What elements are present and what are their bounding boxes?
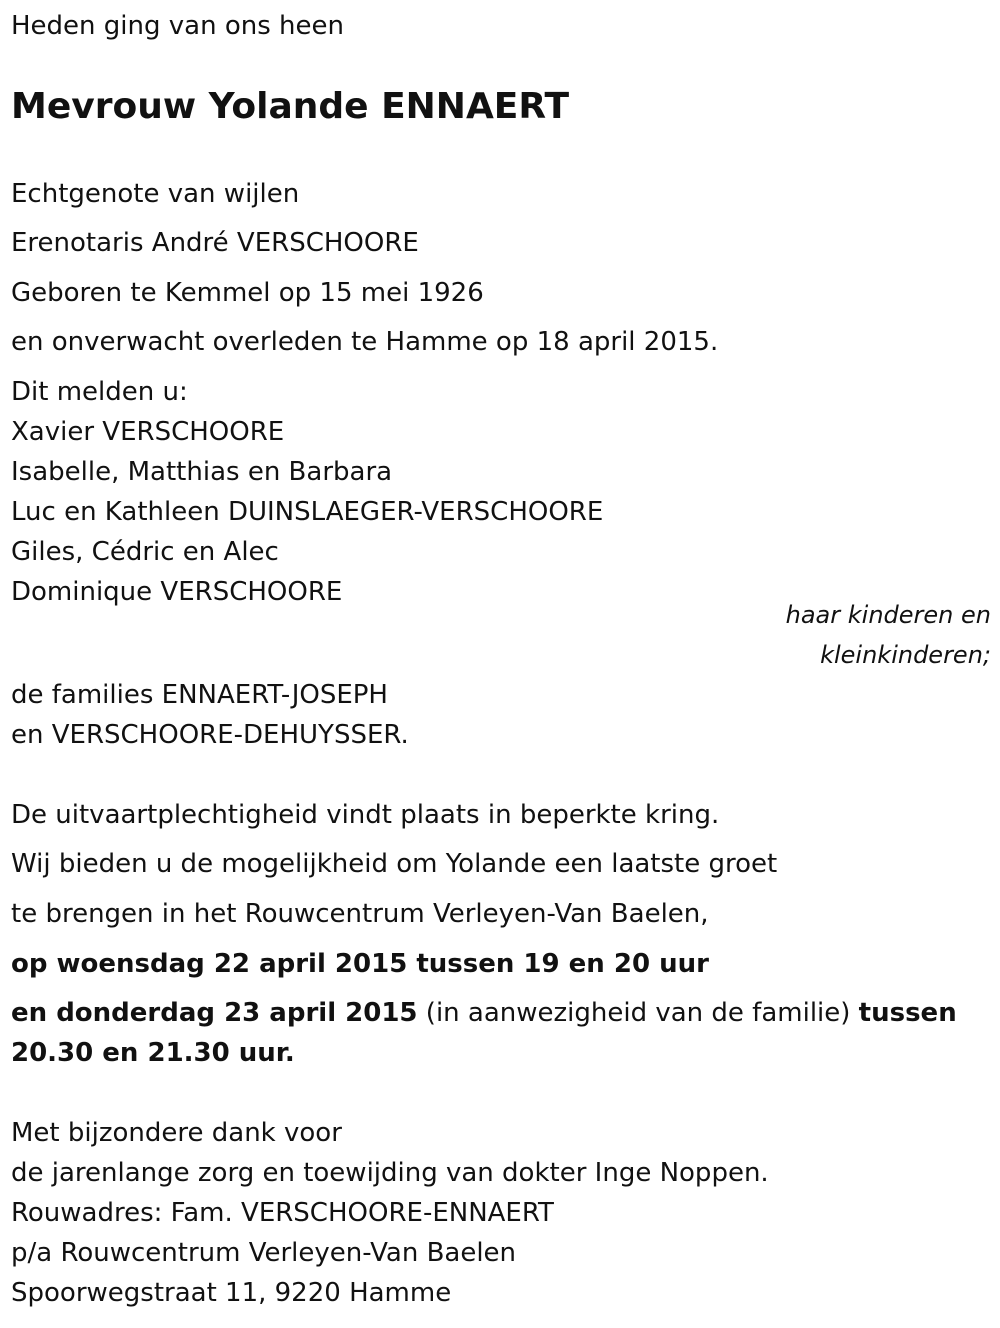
relative-line: Giles, Cédric en Alec xyxy=(11,537,279,567)
announce-intro: Dit melden u: xyxy=(11,377,188,407)
families-line-2: en VERSCHOORE-DEHUYSSER. xyxy=(11,720,409,750)
families-line-1: de families ENNAERT-JOSEPH xyxy=(11,680,388,710)
visit-date-2: en donderdag 23 april 2015 xyxy=(11,998,418,1028)
relative-line: Luc en Kathleen DUINSLAEGER-VERSCHOORE xyxy=(11,497,604,527)
visit-line-1: op woensdag 22 april 2015 tussen 19 en 20 uur xyxy=(11,949,709,979)
intro-line: Heden ging van ons heen xyxy=(11,11,344,41)
visit-line-2 xyxy=(11,993,957,1033)
funeral-line-2: Wij bieden u de mogelijkheid om Yolande een laatste groet xyxy=(11,849,778,879)
thanks-line-1: Met bijzondere dank voor xyxy=(11,1118,342,1148)
thanks-line-2: de jarenlange zorg en toewijding van dokter Inge Noppen. xyxy=(11,1158,769,1188)
death-line: en onverwacht overleden te Hamme op 18 april 2015. xyxy=(11,327,719,357)
relatives-note-line-2: kleinkinderen; xyxy=(820,641,991,669)
address-line-3: Spoorwegstraat 11, 9220 Hamme xyxy=(11,1278,452,1308)
spouse-line-2: Erenotaris André VERSCHOORE xyxy=(11,228,419,258)
address-line-1: Rouwadres: Fam. VERSCHOORE-ENNAERT xyxy=(11,1198,554,1228)
relative-line: Dominique VERSCHOORE xyxy=(11,577,343,607)
spouse-line-1: Echtgenote van wijlen xyxy=(11,179,300,209)
visit-family-note: (in aanwezigheid van de familie) xyxy=(417,998,859,1028)
funeral-line-1: De uitvaartplechtigheid vindt plaats in beperkte kring. xyxy=(11,800,720,830)
visit-tussen: tussen xyxy=(858,998,957,1028)
relative-line: Xavier VERSCHOORE xyxy=(11,417,285,447)
relatives-note-line-1: haar kinderen en xyxy=(785,601,991,629)
deceased-name: Mevrouw Yolande ENNAERT xyxy=(11,86,570,127)
birth-line: Geboren te Kemmel op 15 mei 1926 xyxy=(11,278,484,308)
funeral-line-3: te brengen in het Rouwcentrum Verleyen-Van Baelen, xyxy=(11,899,709,929)
address-line-2: p/a Rouwcentrum Verleyen-Van Baelen xyxy=(11,1238,517,1268)
visit-time-2: 20.30 en 21.30 uur. xyxy=(11,1038,295,1068)
relative-line: Isabelle, Matthias en Barbara xyxy=(11,457,393,487)
